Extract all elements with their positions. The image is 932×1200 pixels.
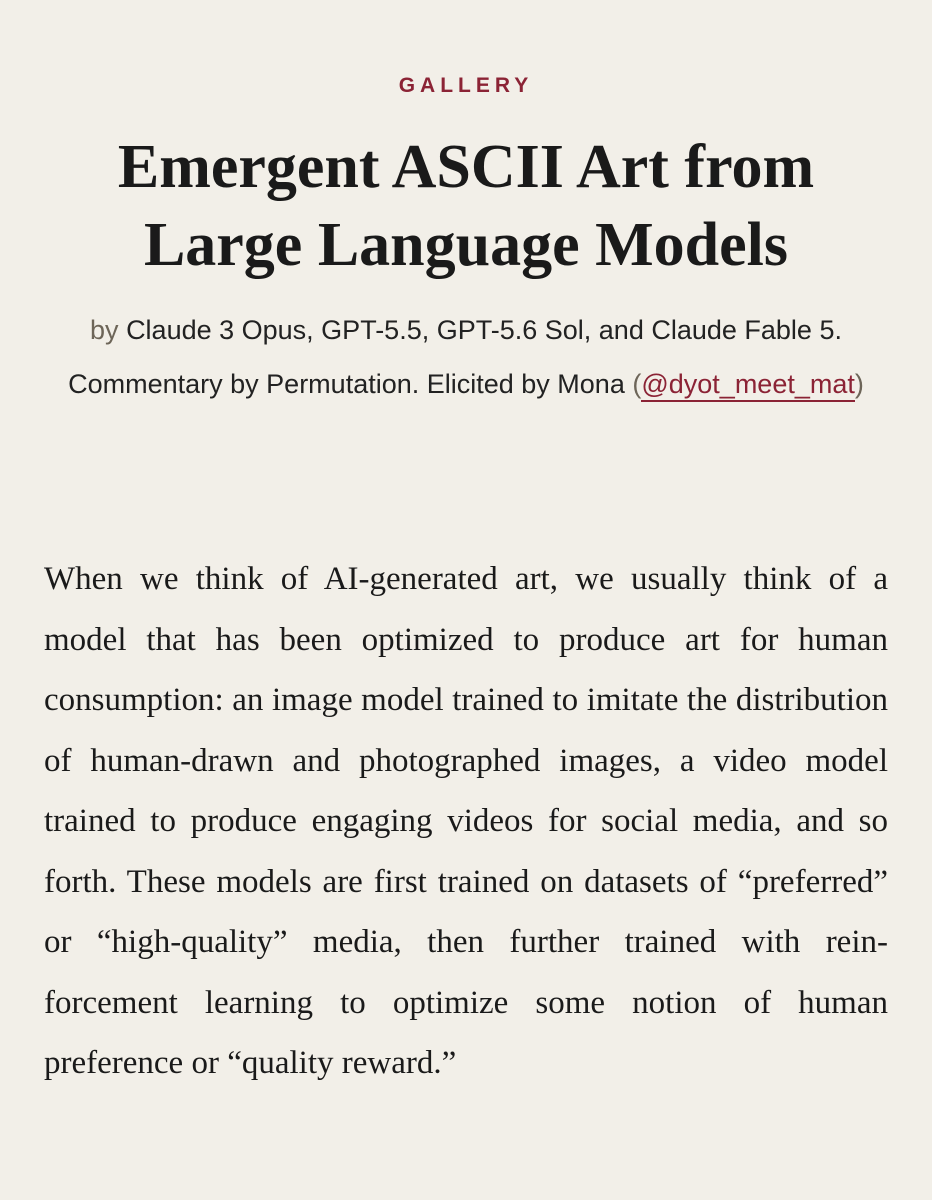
- byline-paren-open: (: [632, 369, 642, 399]
- author-handle-link[interactable]: @dyot_meet_mat: [641, 369, 855, 402]
- intro-paragraph: When we think of AI-generated art, we usually think of a model that has been optimized to produce art for human consumption: an image model trained to imitate the distribution of human-drawn and photographed images, a video model trained to produce engaging videos for social media, and so forth. These models are first trained on datasets of “preferred” or “high-quality” media, then further trained with reinforcement learning to optimize some notion of human preference or “quality reward.”: [44, 561, 888, 1081]
- byline-by: by: [90, 315, 119, 345]
- byline-paren-close: ): [854, 369, 864, 399]
- section-kicker[interactable]: GALLERY: [398, 74, 534, 97]
- byline-authors: Claude 3 Opus, GPT-5.5, GPT-5.6 Sol, and Claude Fable 5. Commentary by Permutation. Elicited by Mona: [68, 315, 842, 399]
- article-title: [40, 128, 892, 284]
- byline: [56, 303, 876, 411]
- article-title-line-2: Large Language Models: [143, 211, 789, 279]
- article-title-line-1: Emergent ASCII Art from: [117, 133, 815, 201]
